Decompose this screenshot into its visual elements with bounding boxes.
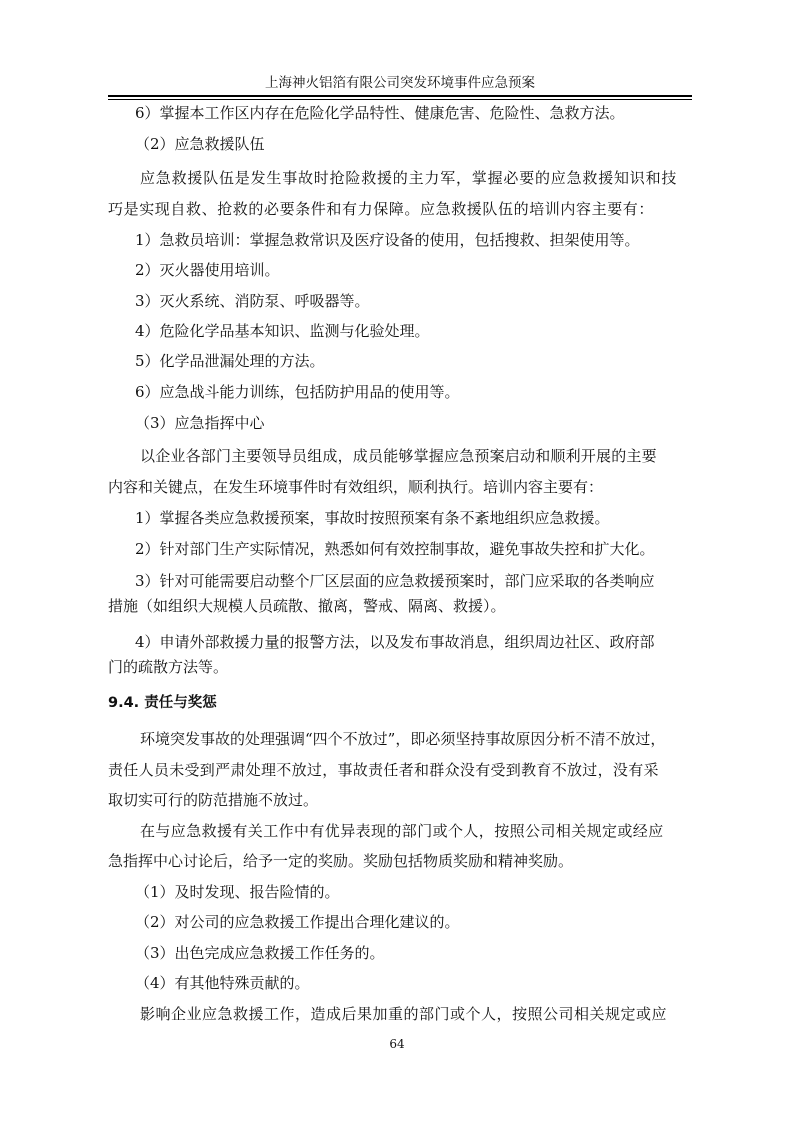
list-item: （3）出色完成应急救援工作任务的。 [135, 944, 385, 962]
paragraph-line: 影响企业应急救援工作，造成后果加重的部门或个人，按照公司相关规定或应 [140, 1005, 668, 1023]
item-line: 措施（如组织大规模人员疏散、撤离，警戒、隔离、救援）。 [108, 597, 506, 615]
paragraph-line: 以企业各部门主要领导员组成，成员能够掌握应急预案启动和顺利开展的主要 [140, 447, 657, 465]
item-line: 3）灭火系统、消防泵、呼吸器等。 [135, 292, 370, 310]
paragraph-line: 巧是实现自救、抢救的必要条件和有力保障。应急救援队伍的培训内容主要有： [108, 200, 655, 218]
page-number: 64 [389, 1037, 405, 1051]
item-line: 1）急救员培训：掌握急救常识及医疗设备的使用，包括搜救、担架使用等。 [135, 231, 640, 249]
item-line: 1）掌握各类应急救援预案，事故时按照预案有条不紊地组织应急救援。 [135, 509, 610, 527]
list-item: （2）对公司的应急救援工作提出合理化建议的。 [135, 913, 460, 931]
paragraph-line: 取切实可行的防范措施不放过。 [108, 791, 319, 809]
item-line: 5）化学品泄漏处理的方法。 [135, 352, 325, 370]
paragraph-line: 环境突发事故的处理强调“四个不放过”，即必须坚持事故原因分析不清不放过， [140, 730, 666, 748]
item-line: 4）危险化学品基本知识、监测与化验处理。 [135, 322, 430, 340]
list-item: （1）及时发现、报告险情的。 [135, 883, 340, 901]
item-line: 3）针对可能需要启动整个厂区层面的应急救援预案时，部门应采取的各类响应 [135, 572, 655, 590]
item-line: 6）应急战斗能力训练，包括防护用品的使用等。 [135, 383, 460, 401]
header-rule-thick [108, 95, 692, 97]
item-line: 6）掌握本工作区内存在危险化学品特性、健康危害、危险性、急救方法。 [135, 104, 625, 122]
paragraph-line: 应急救援队伍是发生事故时抢险救援的主力军，掌握必要的应急救援知识和技 [140, 169, 678, 187]
section-heading: 9.4. 责任与奖惩 [108, 695, 217, 711]
paragraph-line: 责任人员未受到严肃处理不放过，事故责任者和群众没有受到教育不放过，没有采 [108, 761, 659, 779]
document-header: 上海神火铝箔有限公司突发环境事件应急预案 [265, 75, 535, 91]
item-line: 4）申请外部救援力量的报警方法，以及发布事故消息，组织周边社区、政府部 [135, 633, 655, 651]
subsection-heading: （2）应急救援队伍 [135, 135, 265, 153]
item-line: 2）灭火器使用培训。 [135, 261, 280, 279]
item-line: 门的疏散方法等。 [108, 658, 229, 676]
header-rule-thin [108, 99, 692, 100]
subsection-heading: （3）应急指挥中心 [135, 414, 265, 432]
paragraph-line: 在与应急救援有关工作中有优异表现的部门或个人，按照公司相关规定或经应 [140, 822, 664, 840]
paragraph-line: 急指挥中心讨论后，给予一定的奖励。奖励包括物质奖励和精神奖励。 [108, 852, 574, 870]
item-line: 2）针对部门生产实际情况，熟悉如何有效控制事故，避免事故失控和扩大化。 [135, 540, 655, 558]
paragraph-line: 内容和关键点，在发生环境事件时有效组织，顺利执行。培训内容主要有： [108, 478, 604, 496]
list-item: （4）有其他特殊贡献的。 [135, 974, 310, 992]
